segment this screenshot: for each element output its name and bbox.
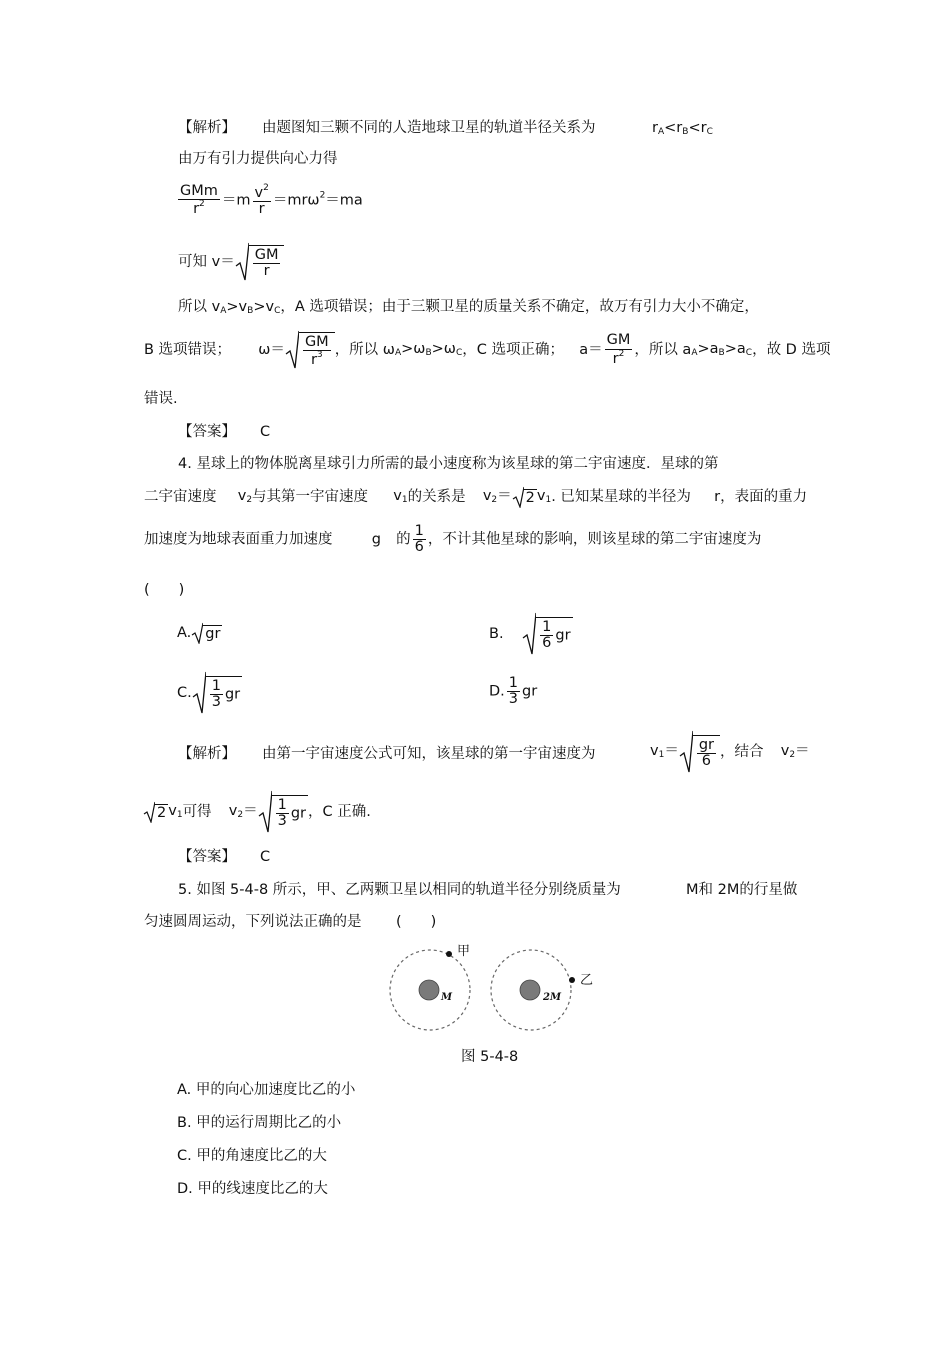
answer-tag: 【答案】 — [178, 849, 236, 865]
answer-value: C — [260, 424, 271, 440]
sqrt-sign-icon — [512, 486, 524, 508]
radius-relation: $r_A<r_B<r_C$ — [652, 120, 713, 137]
sqrt-sign-icon — [235, 242, 249, 282]
question-4-line-1: 4. 星球上的物体脱离星球引力所需的最小速度称为该星球的第二宇宙速度．星球的第 — [178, 456, 719, 472]
analysis-line-cuowu: 错误. — [144, 391, 178, 407]
sqrt-sign-icon — [258, 790, 272, 834]
velocity-formula: 可知 v＝ $\frac{GM}{r}$ — [178, 242, 284, 282]
satellite-jia — [446, 951, 452, 957]
planet-m — [419, 980, 439, 1000]
analysis-line-2: 由万有引力提供向心力得 — [178, 151, 338, 167]
sqrt-sign-icon — [191, 622, 203, 644]
label-jia: 甲 — [457, 944, 471, 959]
option-d[interactable]: D. $\frac{1}{3}$ gr — [489, 675, 538, 708]
sqrt-sign-icon — [285, 330, 299, 370]
option-c[interactable]: C. $\frac{1}{3}$ gr — [177, 671, 242, 715]
question-5-masses: M和 2M的行星做 — [686, 882, 798, 898]
question-5-line-2: 匀速圆周运动，下列说法正确的是 — [144, 914, 362, 930]
figure-caption: 图 5-4-8 — [461, 1049, 519, 1065]
analysis-line-suoyi: 所以 $v_A>v_B>v_C$，A 选项错误；由于三颗卫星的质量关系不确定，故万有引力大小不确定， — [178, 299, 759, 316]
label-m: M — [441, 992, 453, 1003]
sqrt-sign-icon — [143, 801, 155, 823]
answer-tag: 【答案】 — [178, 424, 236, 440]
analysis-tag: 【解析】 — [178, 746, 236, 762]
question-5-line-1: 5. 如图 5-4-8 所示，甲、乙两颗卫星以相同的轨道半径分别绕质量为 — [178, 882, 621, 898]
question-4-line-3: 加速度为地球表面重力加速度 g 的 $\frac{1}{6}$ ，不计其他星球的影响，则该星球的第二宇宙速度为 — [144, 523, 762, 556]
question-4-line-2: 二宇宙速度 $v_2$与其第一宇宙速度 $v_1$的关系是 $v_2= 2$ $v_1$. 已知某星球的半径为 r，表面的重力 — [144, 486, 807, 508]
q5-option-c[interactable]: C. 甲的角速度比乙的大 — [177, 1148, 327, 1164]
option-b[interactable]: B. $\frac{1}{6}$ gr — [489, 612, 573, 656]
second-cosmic-velocity: 2 $v_1$可得 $v_2=$ $\frac{1}{3}$ gr ，C 正确. — [143, 790, 371, 834]
question-4-paren: ( ) — [144, 582, 185, 598]
sqrt-sign-icon — [522, 612, 536, 656]
analysis-line-1: 由题图知三颗不同的人造地球卫星的轨道半径关系为 — [262, 120, 596, 136]
label-yi: 乙 — [580, 973, 594, 988]
label-2m: 2M — [543, 992, 562, 1003]
gravity-equation: $\frac{\text{GMm}}{r^2}$ ＝m $\frac{v^2}{r}$ ＝mrω$^2$＝ma — [180, 183, 363, 218]
sqrt-sign-icon — [192, 671, 206, 715]
question-5-paren: ( ) — [396, 914, 437, 930]
first-cosmic-velocity: $v_1=$ $\frac{gr}{6}$ ，结合 $v_2=$ — [650, 730, 810, 774]
q4-analysis-text: 由第一宇宙速度公式可知，该星球的第一宇宙速度为 — [262, 746, 596, 762]
option-a[interactable]: A. gr — [177, 622, 222, 644]
orbit-figure — [385, 938, 595, 1034]
orbit-left — [390, 950, 470, 1030]
q5-option-b[interactable]: B. 甲的运行周期比乙的小 — [177, 1115, 342, 1131]
orbit-right — [491, 950, 575, 1030]
analysis-tag: 【解析】 — [178, 120, 236, 136]
sqrt-sign-icon — [679, 730, 693, 774]
answer-value: C — [260, 849, 271, 865]
analysis-line-omega: B 选项错误； ω＝ $\frac{GM}{r^3}$ ，所以 $\omega_A>\omega_B>\omega_C$，C 选项正确； a＝ $\frac{GM}{r^2}$ ，所以 $a_A>a_B>a_C$，故 D 选项 — [144, 330, 830, 370]
q5-option-d[interactable]: D. 甲的线速度比乙的大 — [177, 1181, 328, 1197]
planet-2m — [520, 980, 540, 1000]
q5-option-a[interactable]: A. 甲的向心加速度比乙的小 — [177, 1082, 356, 1098]
satellite-yi — [569, 977, 575, 983]
